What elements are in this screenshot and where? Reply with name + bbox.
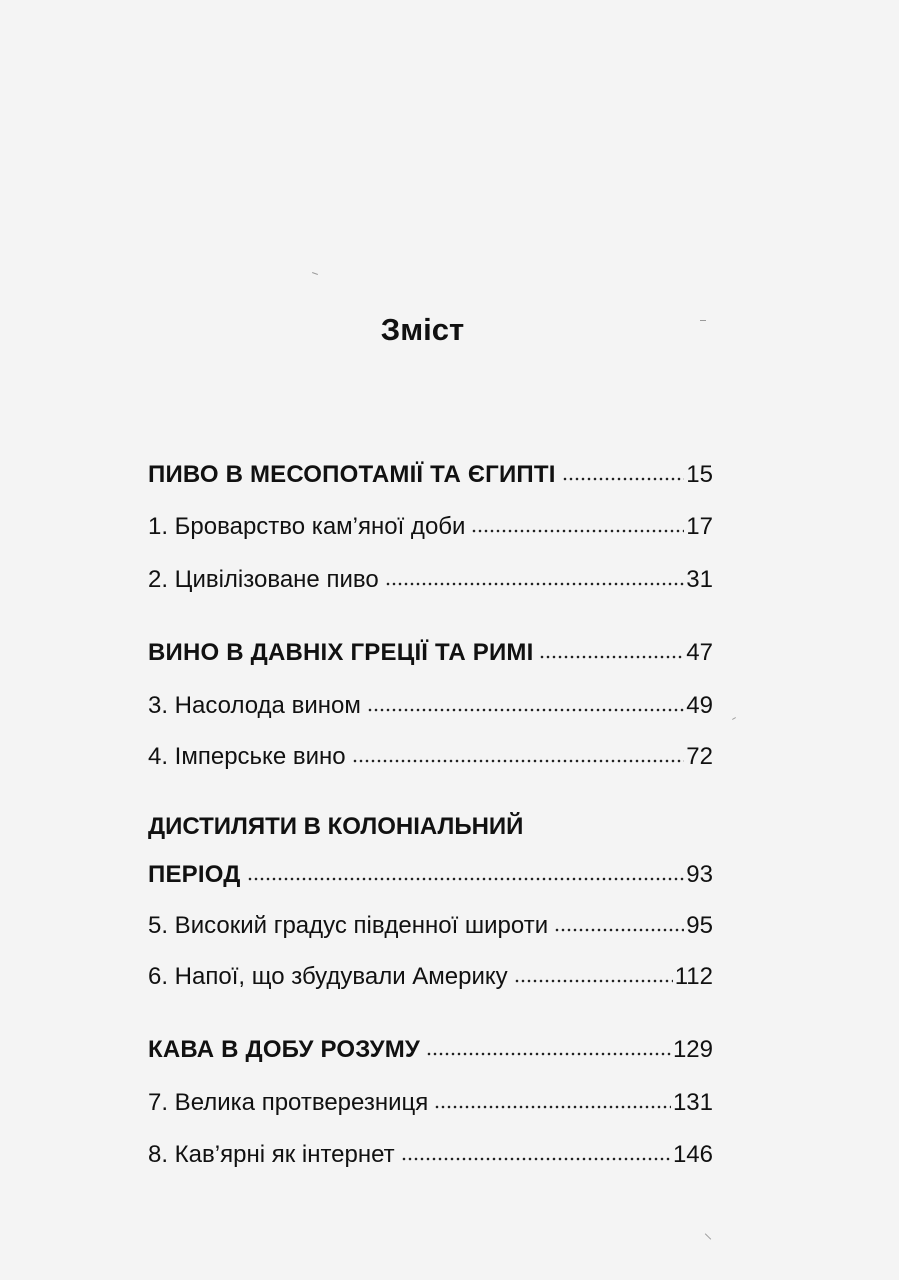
chapter-title: 5. Високий градус південної широти [148,912,549,939]
chapter-title: 1. Броварство кам’яної доби [148,513,466,540]
part-title: ВИНО В ДАВНІХ ГРЕЦІЇ ТА РИМІ [148,639,534,666]
scan-speck [312,272,318,275]
chapter-title: 7. Велика протверезниця [148,1089,429,1116]
toc-part-entry[interactable] [148,858,713,892]
page-number: 47 [686,639,713,666]
page-number: 17 [686,513,713,540]
chapter-title: 2. Цивілізоване пиво [148,566,379,593]
page-number: 95 [686,912,713,939]
toc-chapter-entry[interactable] [148,960,713,994]
page-number: 49 [686,692,713,719]
dot-leader [514,961,673,985]
scan-speck [705,1233,711,1239]
dot-leader [367,690,684,714]
page-number: 15 [686,461,713,488]
chapter-title: 8. Кав’ярні як інтернет [148,1141,395,1168]
dot-leader [247,859,685,883]
toc-chapter-entry[interactable] [148,563,713,597]
toc-chapter-entry[interactable] [148,1138,713,1172]
toc-chapter-entry[interactable] [148,510,713,544]
toc-part-entry[interactable] [148,458,713,492]
dot-leader [401,1139,671,1163]
page-number: 146 [672,1141,713,1168]
toc-chapter-entry[interactable] [148,909,713,943]
page-number: 129 [672,1036,713,1063]
dot-leader [539,637,684,661]
page-number: 112 [674,963,713,990]
dot-leader [471,511,684,535]
page-number: 31 [686,566,713,593]
scan-speck [700,320,706,321]
dot-leader [434,1087,671,1111]
page-title: Зміст [380,312,465,347]
chapter-title: 6. Напої, що збудували Америку [148,963,508,990]
dot-leader [562,459,685,483]
chapter-title: 3. Насолода вином [148,692,361,719]
scan-speck [732,717,736,720]
toc-chapter-entry[interactable] [148,1086,713,1120]
part-title-line1[interactable]: ДИСТИЛЯТИ В КОЛОНІАЛЬНИЙ [148,813,524,840]
dot-leader [554,910,684,934]
part-title: ПИВО В МЕСОПОТАМІЇ ТА ЄГИПТІ [148,461,556,488]
toc-part-entry[interactable] [148,636,713,670]
toc-chapter-entry[interactable] [148,740,713,774]
chapter-title: 4. Імперське вино [148,743,346,770]
dot-leader [426,1034,671,1058]
page-number: 93 [686,861,713,888]
dot-leader [352,741,685,765]
toc-chapter-entry[interactable] [148,689,713,723]
toc-part-entry[interactable] [148,1033,713,1067]
part-title-line2: ПЕРІОД [148,861,241,888]
part-title: КАВА В ДОБУ РОЗУМУ [148,1036,421,1063]
dot-leader [385,564,685,588]
page-number: 131 [672,1089,713,1116]
page-number: 72 [686,743,713,770]
